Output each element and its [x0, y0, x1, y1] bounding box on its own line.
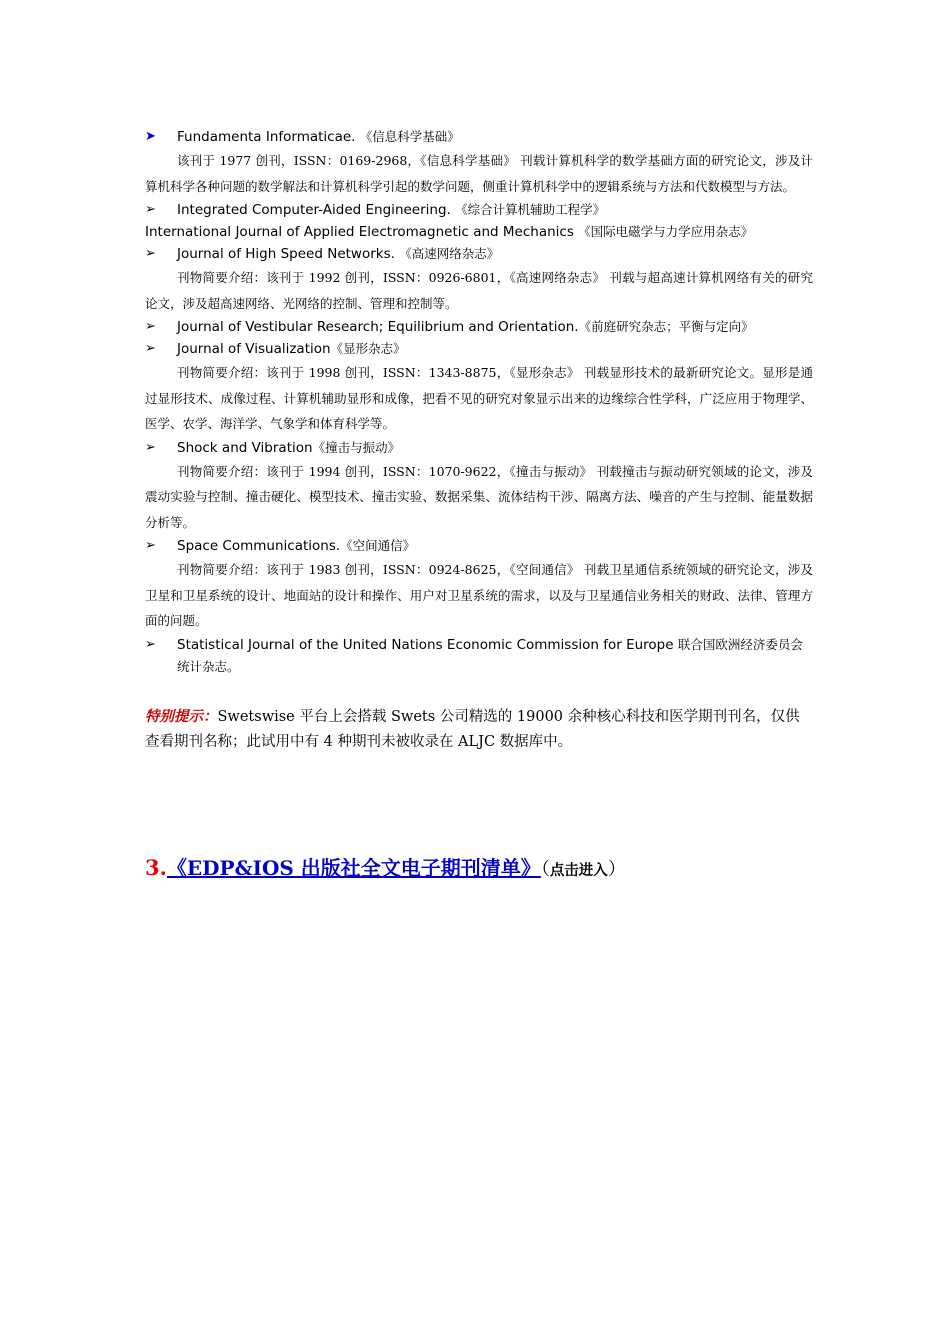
- journal-title-en: Journal of High Speed Networks.: [177, 246, 400, 262]
- bullet-arrow-icon: ➤: [145, 129, 156, 144]
- journal-title-en: International Journal of Applied Electromagnetic and Mechanics: [145, 224, 579, 240]
- journal-title-en: Space Communications.: [177, 538, 341, 554]
- journal-title: [145, 535, 813, 557]
- section-number: 3.: [145, 855, 167, 880]
- bullet-arrow-icon: ➢: [145, 319, 156, 334]
- journal-title-en: Statistical Journal of the United Nations Economic Commission for Europe: [177, 636, 678, 653]
- journal-title: [145, 316, 813, 338]
- click-to-enter-hint: 点击进入: [549, 862, 608, 879]
- journal-entry: [145, 243, 813, 316]
- journal-title: [145, 199, 813, 221]
- special-note-label: 特别提示：: [145, 707, 218, 725]
- journal-title-cn: 《撞击与振动》: [312, 439, 401, 455]
- journal-entry: [145, 535, 813, 634]
- journal-entry: [145, 199, 813, 221]
- special-note-text: Swetswise 平台上会搭载 Swets 公司精选的 19000 余种核心科技和医学期刊刊名，仅供查看期刊名称；此试用中有 4 种期刊未被收录在 ALJC 数据库中。: [145, 708, 800, 750]
- hint-paren-open: （: [540, 859, 550, 880]
- journal-title-cn: 《显形杂志》: [330, 341, 406, 356]
- journal-description: 刊物简要介绍：该刊于 1992 创刊，ISSN：0926-6801，《高速网络杂志》 刊载与超高速计算机网络有关的研究论文，涉及超高速网络、光网络的控制、管理和控制等。: [145, 270, 813, 311]
- special-note: [145, 704, 813, 755]
- bullet-arrow-icon: ➢: [145, 439, 156, 455]
- bullet-arrow-icon: ➢: [145, 636, 156, 652]
- journal-title: [145, 243, 813, 265]
- journal-title-en: Journal of Visualization: [177, 341, 331, 357]
- journal-entry: [145, 316, 813, 338]
- bullet-arrow-icon: ➢: [145, 341, 156, 356]
- journal-description: 该刊于 1977 创刊，ISSN：0169-2968，《信息科学基础》 刊载计算机科学的数学基础方面的研究论文，涉及计算机科学各种问题的数学解法和计算机科学引起的数学问题，侧重计算机科学中的逻辑系统与方法和代数模型与方法。: [145, 153, 813, 194]
- journal-title-en: Journal of Vestibular Research; Equilibrium and Orientation.: [177, 319, 579, 335]
- journal-list: [145, 126, 813, 755]
- edp-ios-journal-list-link[interactable]: 《EDP&IOS 出版社全文电子期刊清单》: [166, 856, 541, 880]
- bullet-arrow-icon: ➢: [145, 538, 156, 553]
- journal-entry: [145, 126, 813, 199]
- journal-title: [145, 338, 813, 360]
- journal-entry: [145, 221, 813, 243]
- journal-entry: [145, 634, 813, 678]
- journal-title-cn: 《国际电磁学与力学应用杂志》: [578, 224, 754, 239]
- journal-title-cn: 《空间通信》: [340, 538, 416, 553]
- hint-paren-close: ）: [607, 859, 626, 880]
- journal-title: [145, 126, 813, 148]
- journal-description: 刊物简要介绍：该刊于 1994 创刊，ISSN：1070-9622，《撞击与振动》 刊载撞击与振动研究领域的论文，涉及震动实验与控制、撞击硬化、模型技术、撞击实验、数据采集、流体结构干涉、隔离方法、噪音的产生与控制、能量数据分析等。: [145, 463, 813, 530]
- journal-title: [145, 634, 813, 678]
- journal-title-en: Shock and Vibration: [177, 439, 313, 456]
- journal-title: [145, 221, 813, 243]
- journal-title-cn: 《信息科学基础》: [359, 129, 460, 144]
- journal-entry: [145, 338, 813, 437]
- journal-description: 刊物简要介绍：该刊于 1983 创刊，ISSN：0924-8625，《空间通信》 刊载卫星通信系统领域的研究论文，涉及卫星和卫星系统的设计、地面站的设计和操作、用户对卫星系统的需求，以及与卫星通信业务相关的财政、法律、管理方面的问题。: [145, 562, 813, 628]
- bullet-arrow-icon: ➢: [145, 202, 156, 217]
- journal-title-en: Integrated Computer-Aided Engineering.: [177, 202, 456, 218]
- journal-title-cn: 《前庭研究杂志；平衡与定向》: [578, 319, 754, 334]
- journal-title: [145, 437, 813, 459]
- journal-title-cn: 《综合计算机辅助工程学》: [455, 202, 606, 217]
- journal-title-cn: 《高速网络杂志》: [399, 246, 500, 261]
- section-heading: [145, 852, 626, 881]
- journal-title-cn: 联合国欧洲经济委员会统计杂志。: [177, 636, 803, 674]
- journal-description: 刊物简要介绍：该刊于 1998 创刊，ISSN：1343-8875，《显形杂志》 刊载显形技术的最新研究论文。显形是通过显形技术、成像过程、计算机辅助显形和成像，把看不见的研究对象显示出来的边缘综合性学科，广泛应用于物理学、医学、农学、海洋学、气象学和体育科学等。: [145, 365, 813, 431]
- bullet-arrow-icon: ➢: [145, 246, 156, 261]
- journal-title-en: Fundamenta Informaticae.: [177, 129, 360, 145]
- journal-entry: [145, 437, 813, 536]
